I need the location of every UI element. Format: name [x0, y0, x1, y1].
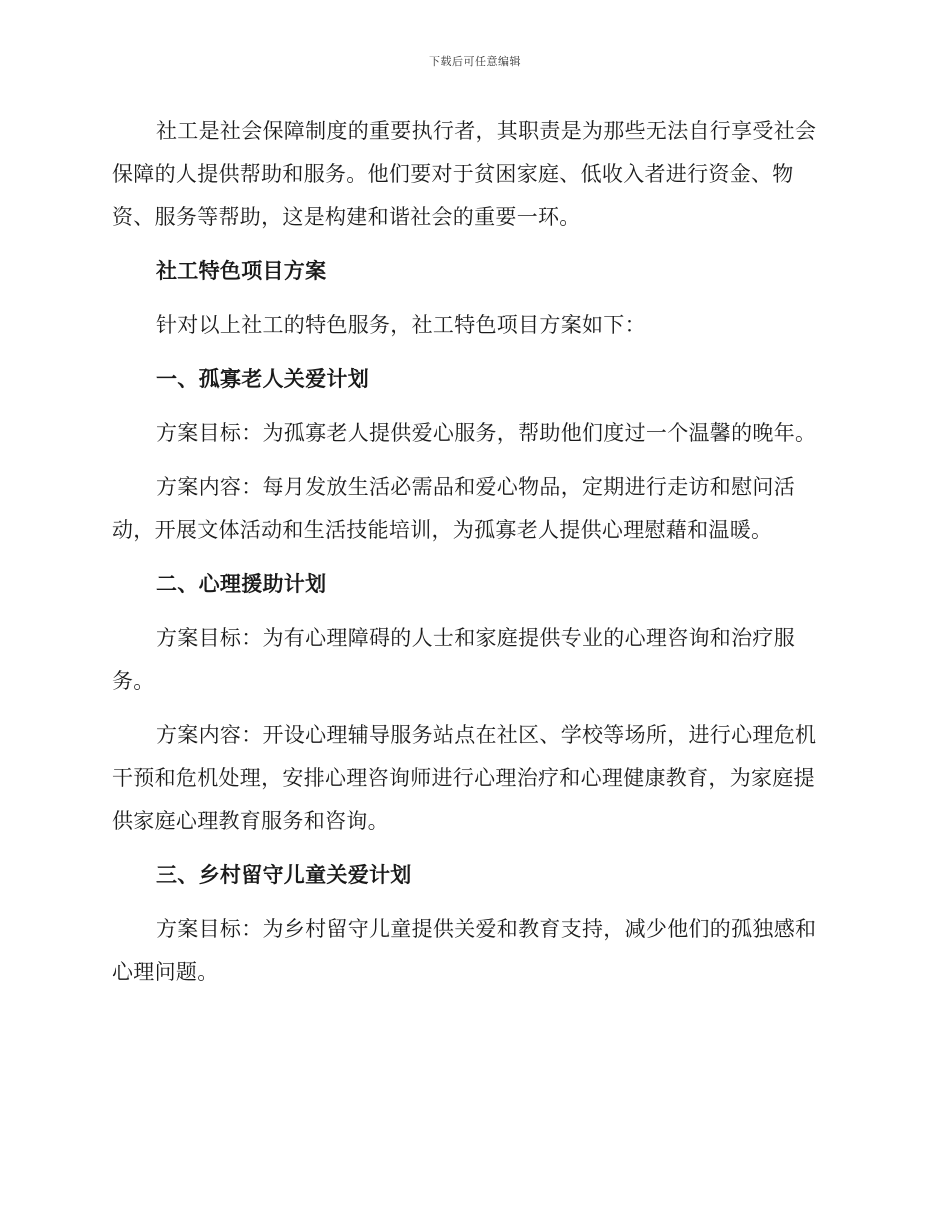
- section-heading-children-care: 三、乡村留守儿童关爱计划: [156, 863, 412, 887]
- children-care-goal: 方案目标：为乡村留守儿童提供关爱和教育支持，减少他们的孤独感和心理问题。: [112, 917, 817, 984]
- section-heading-psych-aid: 二、心理援助计划: [156, 572, 327, 596]
- document-body: [112, 110, 832, 994]
- psych-aid-goal: 方案目标：为有心理障碍的人士和家庭提供专业的心理咨询和治疗服务。: [112, 626, 795, 693]
- intro-paragraph: 社工是社会保障制度的重要执行者，其职责是为那些无法自行享受社会保障的人提供帮助和服务。他们要对于贫困家庭、低收入者进行资金、物资、服务等帮助，这是构建和谐社会的重要一环。: [112, 119, 817, 229]
- page-header: 下载后可任意编辑: [429, 55, 521, 68]
- elderly-care-goal: 方案目标：为孤寡老人提供爱心服务，帮助他们度过一个温馨的晚年。: [156, 421, 817, 445]
- section-heading-project-plan: 社工特色项目方案: [156, 259, 327, 283]
- plan-intro-paragraph: 针对以上社工的特色服务，社工特色项目方案如下：: [156, 313, 646, 337]
- psych-aid-content: 方案内容：开设心理辅导服务站点在社区、学校等场所，进行心理危机干预和危机处理，安排心理咨询师进行心理治疗和心理健康教育，为家庭提供家庭心理教育服务和咨询。: [112, 723, 817, 833]
- elderly-care-content: 方案内容：每月发放生活必需品和爱心物品，定期进行走访和慰问活动，开展文体活动和生活技能培训，为孤寡老人提供心理慰藉和温暖。: [112, 475, 795, 542]
- section-heading-elderly-care: 一、孤寡老人关爱计划: [156, 367, 369, 391]
